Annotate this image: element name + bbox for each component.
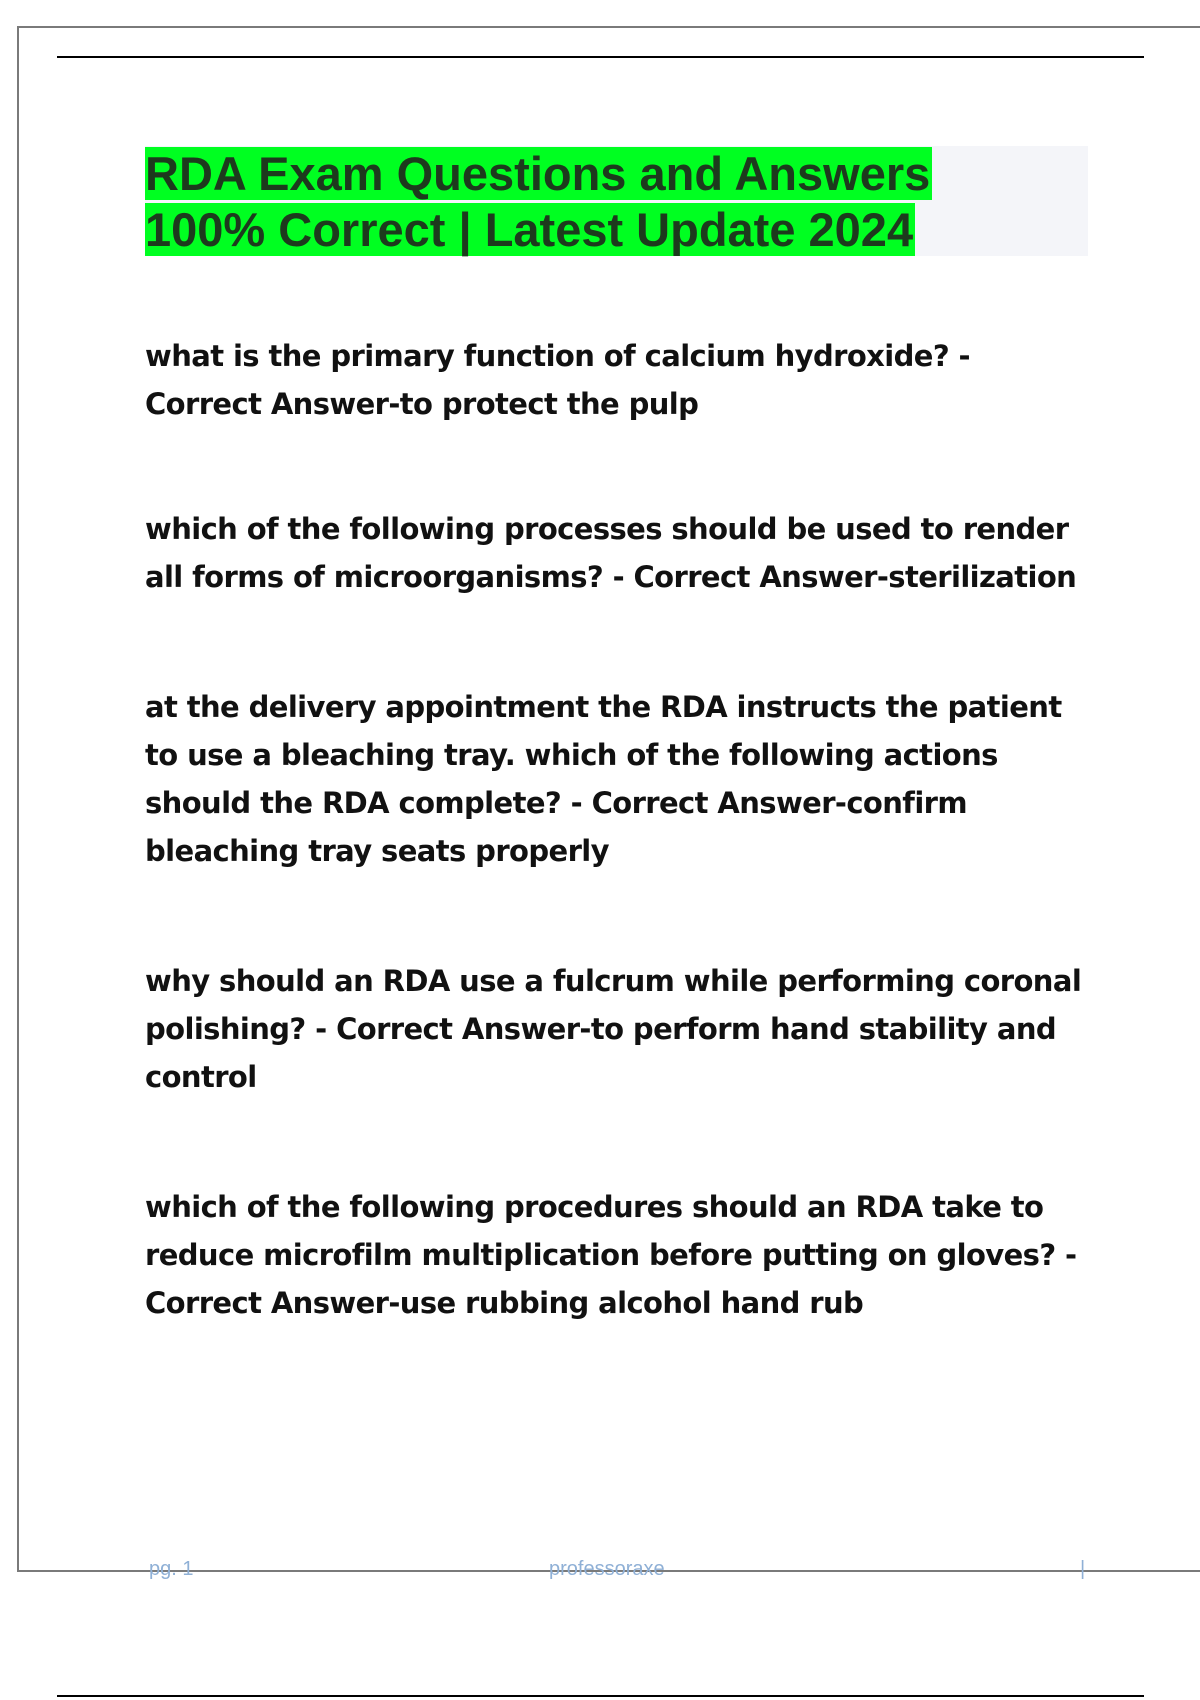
footer-author: professoraxe bbox=[549, 1558, 665, 1580]
footer-end-mark: | bbox=[1080, 1558, 1086, 1580]
qa-item: what is the primary function of calcium hydroxide? - Correct Answer-to protect the pulp bbox=[145, 339, 970, 421]
bottom-rule bbox=[57, 1695, 1144, 1697]
document-title bbox=[145, 146, 1088, 258]
qa-item: which of the following processes should be used to render all forms of microorganisms? - Correct Answer-sterilization bbox=[145, 512, 1077, 594]
qa-item: which of the following procedures should an RDA take to reduce microfilm multiplication before putting on gloves? - Correct Answer-use rubbing alcohol hand rub bbox=[145, 1190, 1077, 1320]
qa-list bbox=[145, 332, 1095, 1327]
header-rule bbox=[57, 56, 1144, 58]
page-footer bbox=[0, 1558, 1200, 1586]
qa-item: why should an RDA use a fulcrum while performing coronal polishing? - Correct Answer-to perform hand stability and control bbox=[145, 964, 1082, 1094]
title-line-1: RDA Exam Questions and Answers bbox=[145, 147, 931, 200]
page-number: pg. 1 bbox=[149, 1558, 194, 1580]
title-block bbox=[145, 146, 1088, 256]
qa-item: at the delivery appointment the RDA instructs the patient to use a bleaching tray. which of the following actions should the RDA complete? - Correct Answer-confirm bleaching tray seats properly bbox=[145, 690, 1062, 868]
title-line-2: 100% Correct | Latest Update 2024 bbox=[145, 203, 914, 256]
